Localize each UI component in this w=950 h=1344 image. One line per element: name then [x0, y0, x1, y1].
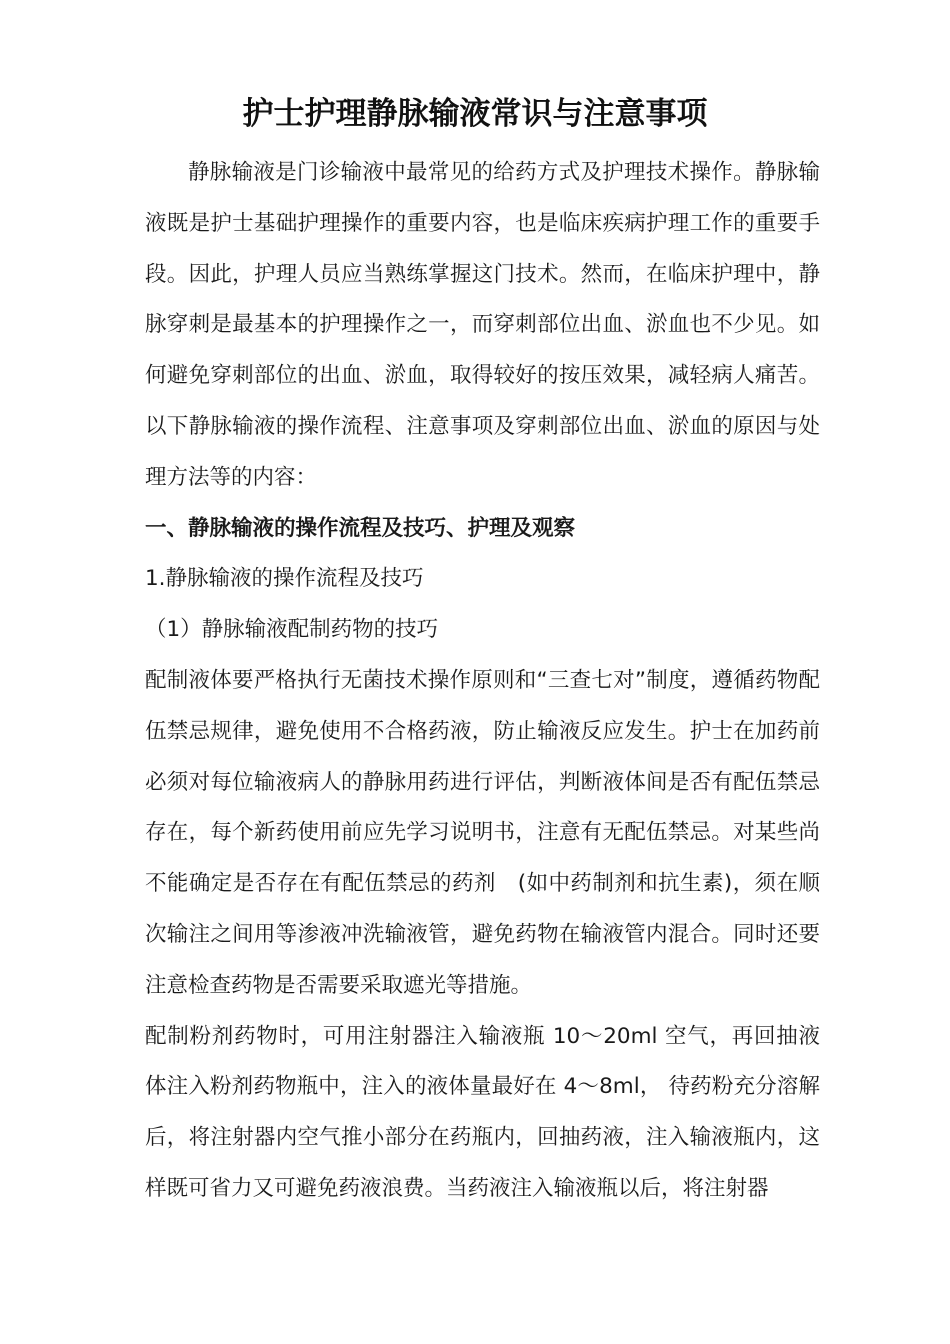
body-paragraph: 配制液体要严格执行无菌技术操作原则和“三查七对”制度，遵循药物配伍禁忌规律，避免使用不合格药液，防止输液反应发生。护士在加药前必须对每位输液病人的静脉用药进行评估，判断液体间是否有配伍禁忌存在，每个新药使用前应先学习说明书，注意有无配伍禁忌。对某些尚不能确定是否存在有配伍禁忌的药剂 (如中药制剂和抗生素)，须在顺次输注之间用等渗液冲洗输液管，避免药物在输液管内混合。同时还要注意检查药物是否需要采取遮光等措施。	[145, 667, 820, 998]
body-paragraph: 配制粉剂药物时，可用注射器注入输液瓶 10～20ml 空气，再回抽液体注入粉剂药物瓶中，注入的液体量最好在 4～8ml， 待药粉充分溶解后，将注射器内空气推小部分在药瓶内，回抽药液，注入输液瓶内，这样既可省力又可避免药液浪费。当药液注入输液瓶以后，将注射器	[145, 1023, 820, 1201]
document-body	[145, 148, 820, 1215]
section-heading: 一、静脉输液的操作流程及技巧、护理及观察	[145, 515, 576, 541]
intro-paragraph: 静脉输液是门诊输液中最常见的给药方式及护理技术操作。静脉输液既是护士基础护理操作的重要内容，也是临床疾病护理工作的重要手段。因此，护理人员应当熟练掌握这门技术。然而，在临床护理中，静脉穿刺是最基本的护理操作之一，而穿刺部位出血、淤血也不少见。如何避免穿刺部位的出血、淤血，取得较好的按压效果，减轻病人痛苦。以下静脉输液的操作流程、注意事项及穿刺部位出血、淤血的原因与处理方法等的内容：	[145, 160, 820, 490]
document-title: 护士护理静脉输液常识与注意事项	[242, 96, 708, 132]
item-heading: （1）静脉输液配制药物的技巧	[145, 617, 439, 643]
subsection-heading: 1.静脉输液的操作流程及技巧	[145, 566, 424, 592]
